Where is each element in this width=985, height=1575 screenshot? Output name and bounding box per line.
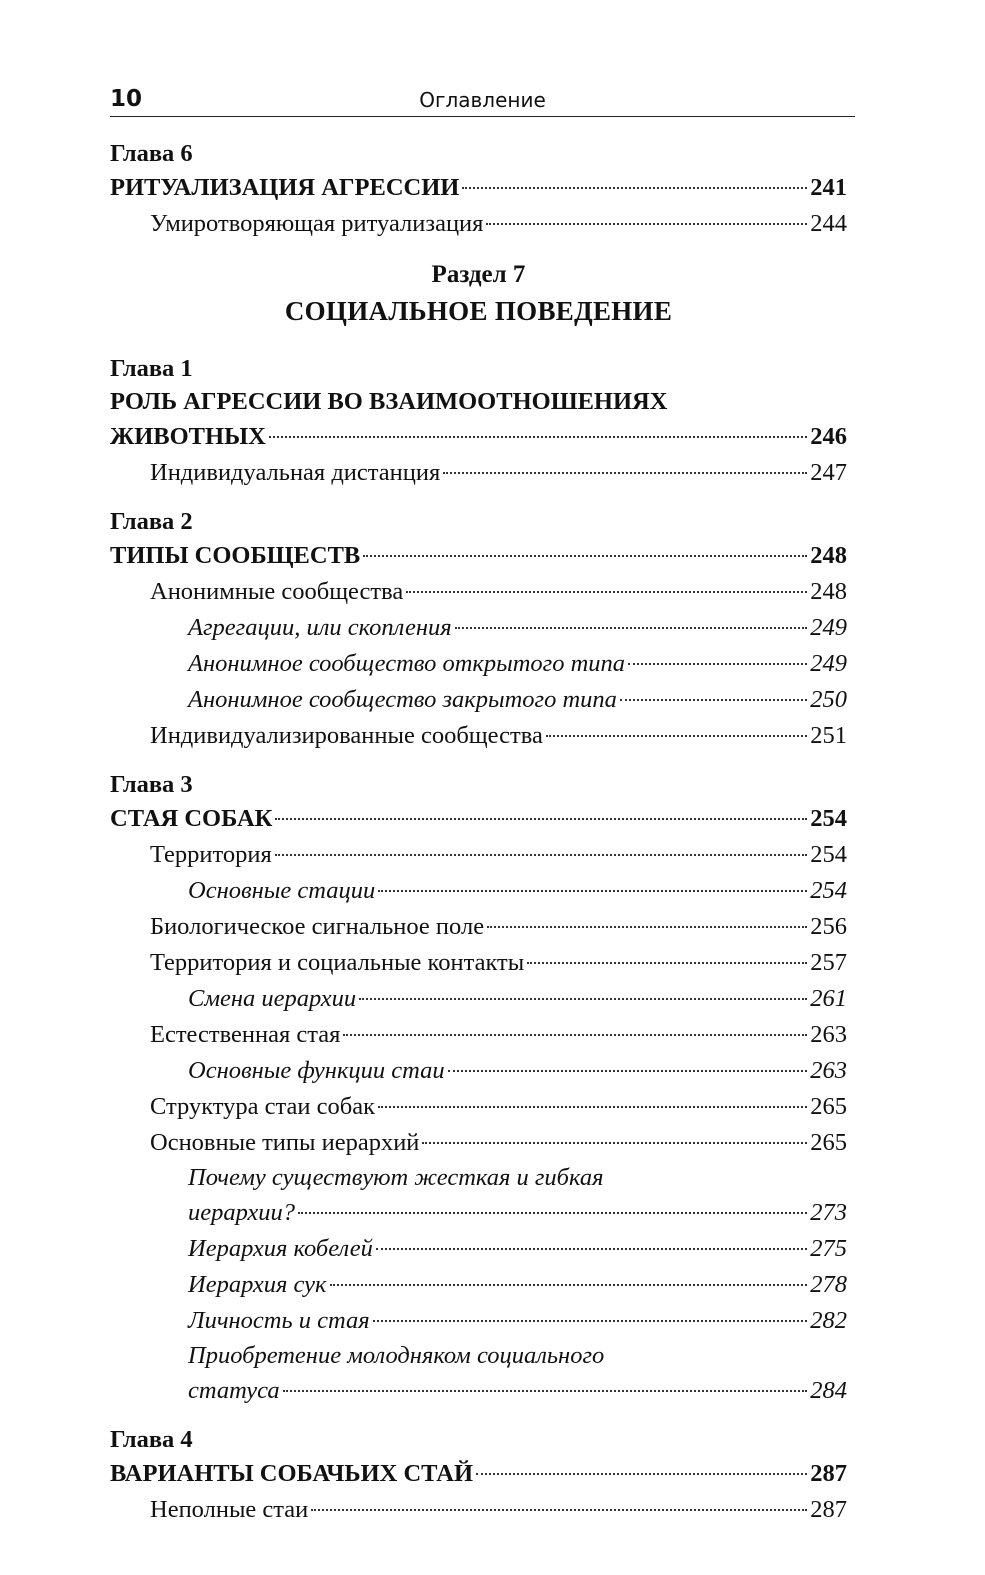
toc-entry [110, 1053, 847, 1089]
dot-leader [373, 1320, 808, 1322]
page-ref: 256 [810, 913, 847, 940]
chapter-label: Глава 1 [110, 355, 193, 382]
toc-entry [110, 981, 847, 1017]
dot-leader [628, 663, 807, 665]
toc-entry [110, 909, 847, 945]
toc-entry [110, 646, 847, 682]
chapter-2-block [110, 505, 847, 754]
entry-title-line2: статуса [188, 1377, 280, 1404]
dot-leader [448, 1070, 808, 1072]
dot-leader [283, 1390, 808, 1392]
dot-leader [343, 1034, 807, 1036]
toc-entry [110, 574, 847, 610]
toc-entry [110, 1492, 847, 1528]
entry-title-line1: Приобретение молодняком социального [188, 1342, 605, 1369]
page-ref: 247 [810, 459, 847, 486]
entry-title: Неполные стаи [150, 1496, 309, 1523]
dot-leader [486, 223, 807, 225]
dot-leader [455, 627, 808, 629]
dot-leader [476, 1473, 807, 1475]
dot-leader [462, 187, 807, 189]
dot-leader [487, 926, 807, 928]
entry-title: Иерархия сук [188, 1271, 327, 1298]
toc-entry-chapter [110, 538, 847, 574]
dot-leader [269, 436, 807, 438]
entry-title: Основные типы иерархий [150, 1129, 420, 1156]
toc-entry [110, 1089, 847, 1125]
toc-entry-chapter [110, 170, 847, 206]
toc-entry [110, 837, 847, 873]
dot-leader [275, 818, 807, 820]
page-ref: 284 [810, 1377, 847, 1404]
toc-entry [110, 206, 847, 242]
entry-title: СТАЯ СОБАК [110, 805, 273, 832]
entry-title: Основные функции стаи [188, 1057, 445, 1084]
page-ref: 246 [810, 423, 847, 450]
section-label: Раздел 7 [431, 261, 526, 288]
entry-title: Индивидуализированные сообщества [150, 722, 543, 749]
page-ref: 251 [810, 722, 847, 749]
toc-entry [110, 873, 847, 909]
toc-entry [110, 1267, 847, 1303]
page-ref: 254 [810, 877, 847, 904]
section-title: СОЦИАЛЬНОЕ ПОВЕДЕНИЕ [284, 296, 673, 326]
chapter-4-block [110, 1423, 847, 1528]
entry-title: ТИПЫ СООБЩЕСТВ [110, 542, 361, 569]
page-ref: 282 [810, 1307, 847, 1334]
chapter-label: Глава 4 [110, 1426, 193, 1453]
page-ref: 244 [810, 210, 847, 237]
entry-title: Территория [150, 841, 272, 868]
entry-title: Анонимное сообщество открытого типа [188, 650, 626, 677]
page-ref: 287 [810, 1460, 847, 1487]
chapter-3-block [110, 768, 847, 1409]
page-ref: 263 [810, 1057, 847, 1084]
dot-leader [406, 591, 807, 593]
dot-leader [298, 1212, 807, 1214]
dot-leader [527, 962, 807, 964]
page-ref: 273 [810, 1199, 847, 1226]
dot-leader [311, 1509, 807, 1511]
entry-title: Территория и социальные контакты [150, 949, 525, 976]
dot-leader [620, 699, 807, 701]
entry-title-line2: иерархии? [188, 1199, 296, 1226]
toc-entry [110, 1231, 847, 1267]
dot-leader [422, 1142, 807, 1144]
page-ref: 275 [810, 1235, 847, 1262]
toc-entry [110, 610, 847, 646]
page-ref: 265 [810, 1129, 847, 1156]
running-header [110, 84, 855, 117]
dot-leader [275, 854, 807, 856]
entry-title: Анонимные сообщества [150, 578, 404, 605]
toc-entry [110, 682, 847, 718]
dot-leader [359, 998, 807, 1000]
toc-entry [110, 718, 847, 754]
page-ref: 263 [810, 1021, 847, 1048]
page-ref: 287 [810, 1496, 847, 1523]
chapter-6-block [110, 137, 847, 242]
entry-title-line1: Почему существуют жесткая и гибкая [188, 1164, 604, 1191]
toc-entry-chapter [110, 801, 847, 837]
dot-leader [443, 472, 807, 474]
toc-entry [110, 1373, 847, 1409]
page-ref: 278 [810, 1271, 847, 1298]
entry-title: Индивидуальная дистанция [150, 459, 441, 486]
entry-title-line2: ЖИВОТНЫХ [110, 423, 266, 450]
page-ref: 254 [810, 805, 847, 832]
chapter-label: Глава 2 [110, 508, 193, 535]
page-number: 10 [110, 86, 143, 112]
chapter-label: Глава 3 [110, 771, 193, 798]
dot-leader [378, 890, 807, 892]
dot-leader [330, 1284, 808, 1286]
entry-title: РИТУАЛИЗАЦИЯ АГРЕССИИ [110, 174, 460, 201]
toc-entry [110, 1125, 847, 1161]
entry-title: Смена иерархии [188, 985, 357, 1012]
entry-title: Естественная стая [150, 1021, 341, 1048]
entry-title: Биологическое сигнальное поле [150, 913, 485, 940]
toc-entry-chapter [110, 419, 847, 455]
entry-title: Личность и стая [188, 1307, 370, 1334]
toc-entry [110, 945, 847, 981]
dot-leader [378, 1106, 807, 1108]
page-ref: 248 [810, 542, 847, 569]
page-ref: 241 [810, 174, 847, 201]
entry-title: Агрегации, или скопления [188, 614, 452, 641]
dot-leader [546, 735, 807, 737]
toc-entry [110, 1303, 847, 1339]
toc-entry-chapter [110, 1456, 847, 1492]
chapter-1-block [110, 352, 847, 491]
page-ref: 249 [810, 614, 847, 641]
dot-leader [376, 1248, 807, 1250]
entry-title: Структура стаи собак [150, 1093, 376, 1120]
page-ref: 254 [810, 841, 847, 868]
toc-entry [110, 455, 847, 491]
chapter-label: Глава 6 [110, 140, 193, 167]
page-ref: 257 [810, 949, 847, 976]
toc-entry [110, 1017, 847, 1053]
section-heading [110, 258, 847, 330]
page-ref: 250 [810, 686, 847, 713]
page-ref: 248 [810, 578, 847, 605]
entry-title: Анонимное сообщество закрытого типа [188, 686, 617, 713]
entry-title: Умиротворяющая ритуализация [150, 210, 484, 237]
dot-leader [363, 555, 807, 557]
entry-title: ВАРИАНТЫ СОБАЧЬИХ СТАЙ [110, 1460, 474, 1487]
entry-title-line1: РОЛЬ АГРЕССИИ ВО ВЗАИМООТНОШЕНИЯХ [110, 388, 668, 415]
running-title: Оглавление [419, 88, 546, 112]
toc-entry [110, 1195, 847, 1231]
page-ref: 249 [810, 650, 847, 677]
page-ref: 265 [810, 1093, 847, 1120]
entry-title: Иерархия кобелей [188, 1235, 373, 1262]
page-ref: 261 [810, 985, 847, 1012]
entry-title: Основные стации [188, 877, 376, 904]
table-of-contents [110, 137, 847, 1542]
